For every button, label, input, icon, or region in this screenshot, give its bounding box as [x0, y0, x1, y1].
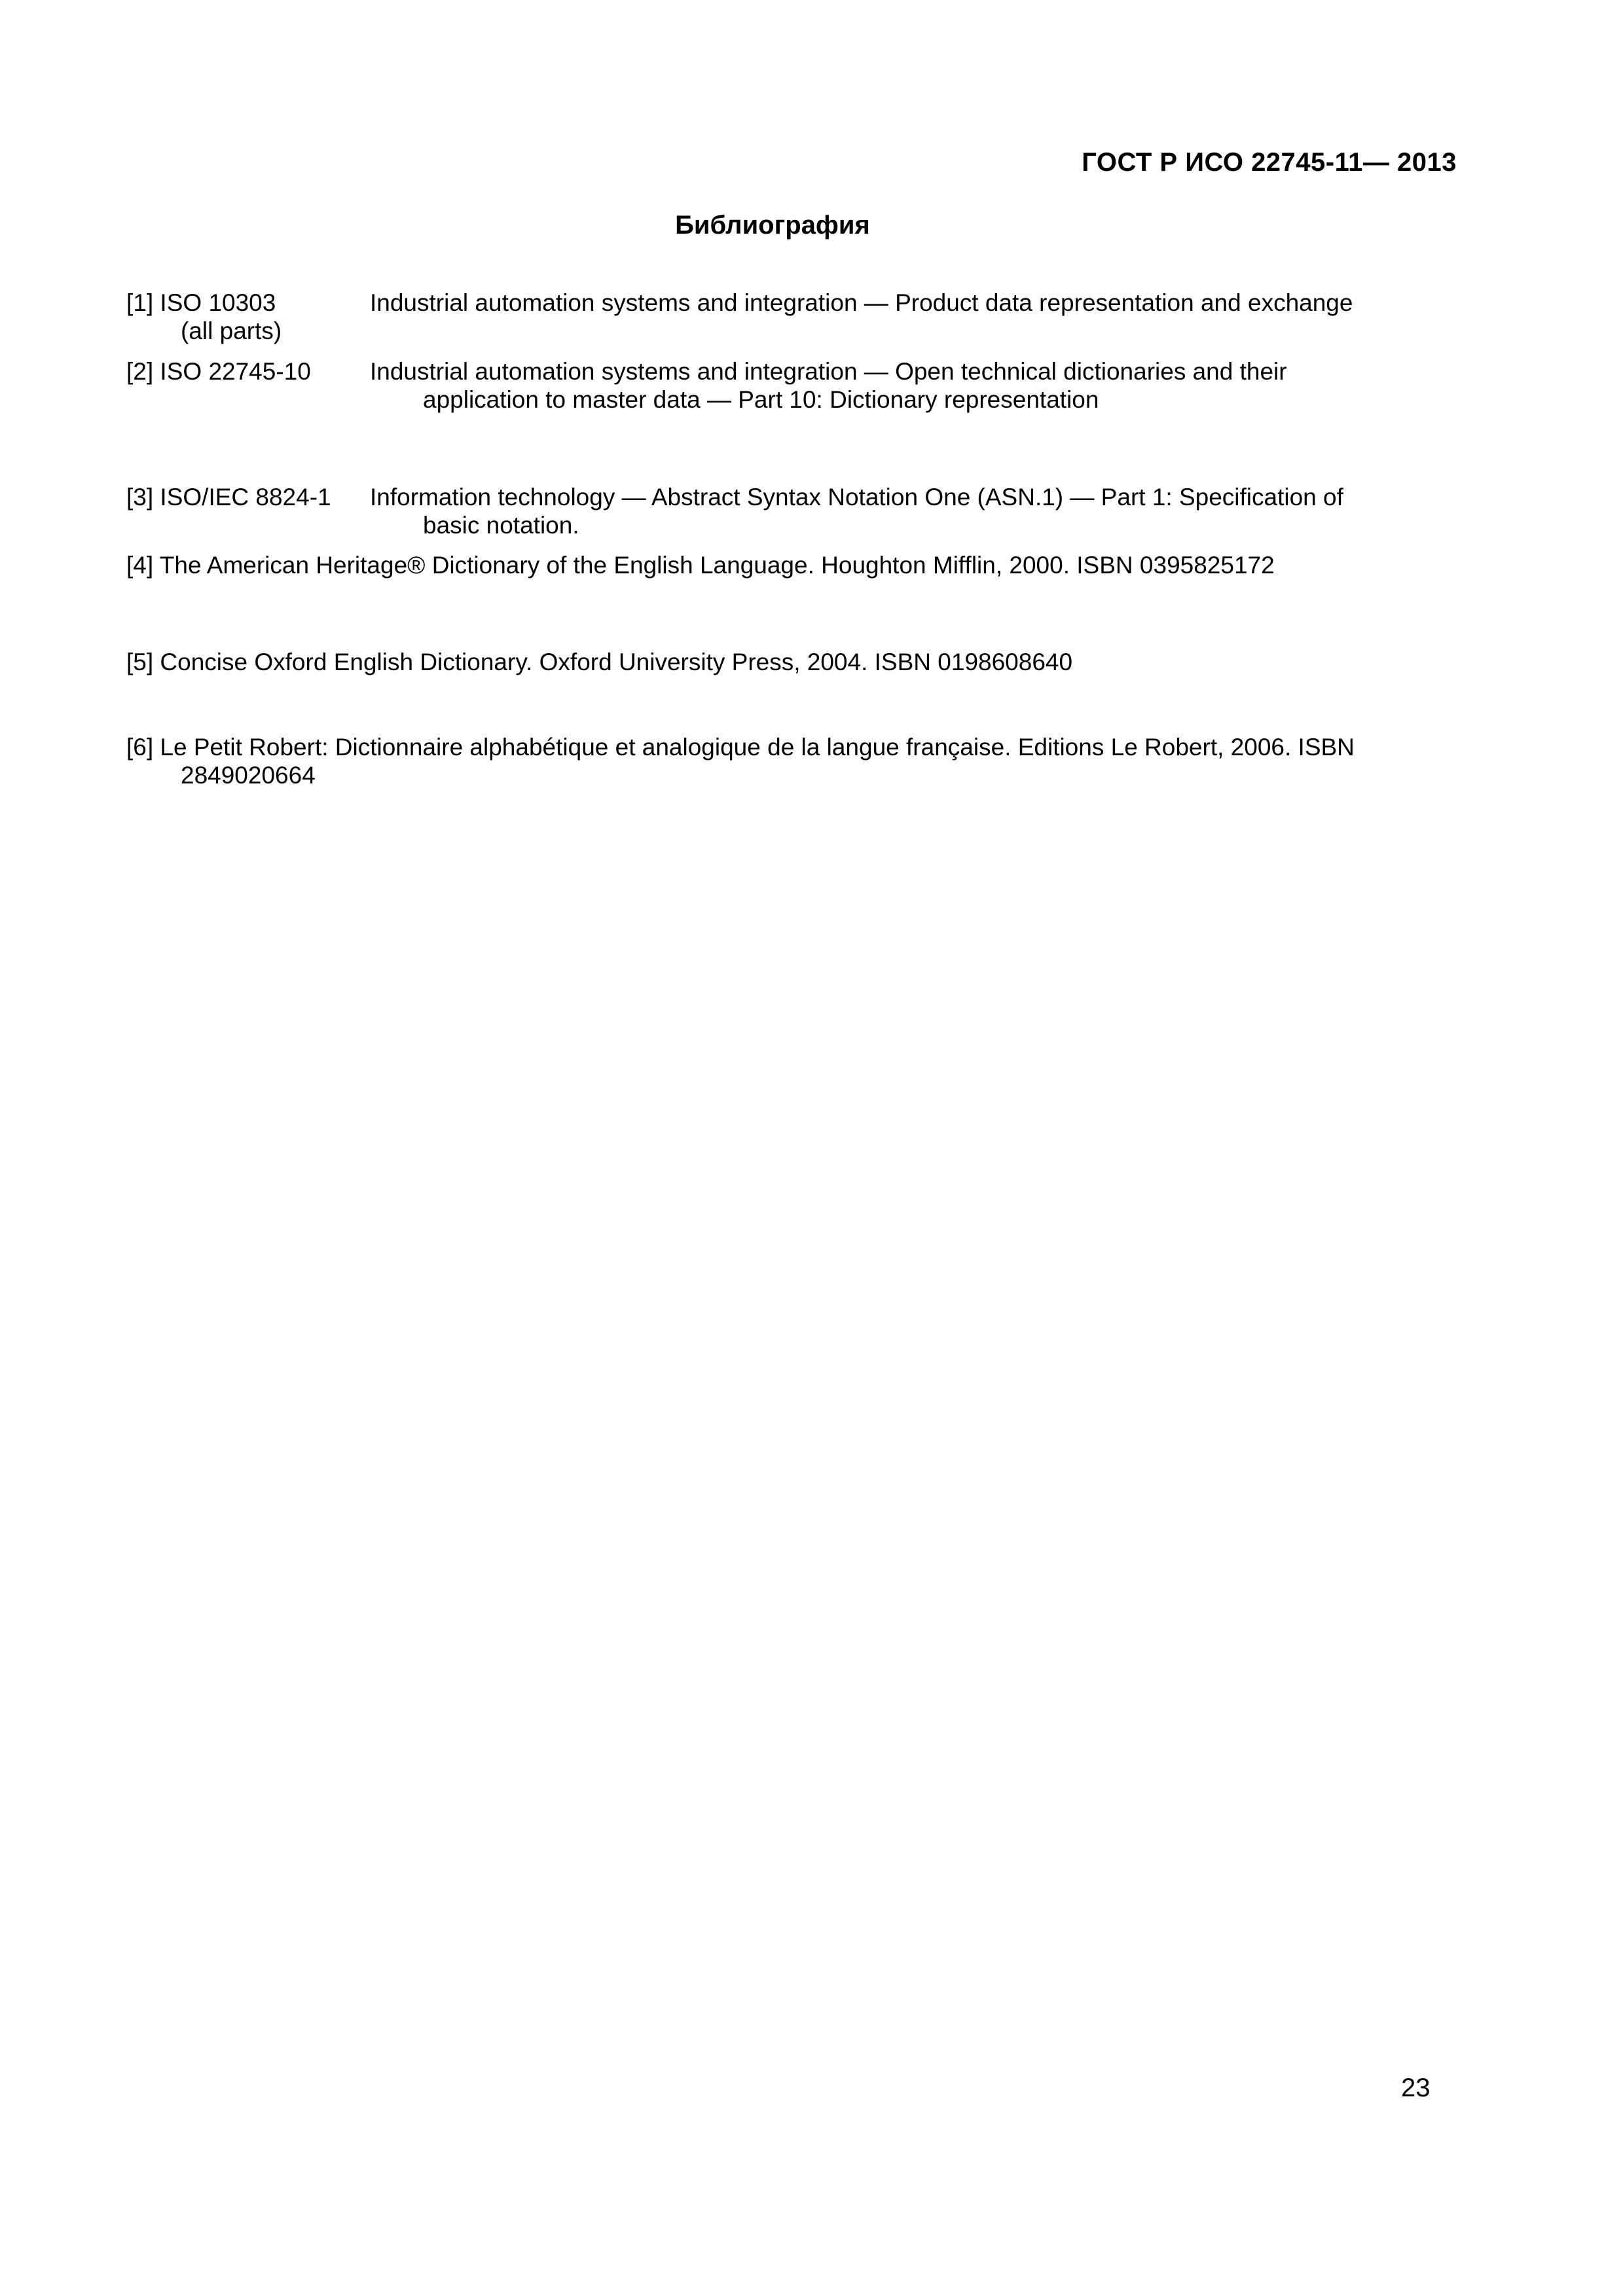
entry-number: [1]	[126, 289, 154, 316]
entry-title: Industrial automation systems and integration — Open technical dictionaries and their	[370, 358, 1287, 385]
entry-text: Concise Oxford English Dictionary. Oxford University Press, 2004. ISBN 0198608640	[160, 649, 1073, 675]
entry-number: [5]	[126, 649, 154, 675]
entry-number: [2]	[126, 358, 154, 385]
document-header: ГОСТ Р ИСО 22745-11— 2013	[1082, 148, 1457, 177]
bibliography-entry-4	[126, 551, 1436, 579]
bibliography-entry-6	[126, 733, 1436, 789]
entry-title-continuation: application to master data — Part 10: Dictionary representation	[423, 386, 1099, 413]
entry-code: ISO/IEC 8824-1	[160, 484, 331, 511]
entry-title-continuation: basic notation.	[423, 512, 579, 539]
page-number: 23	[1401, 2073, 1431, 2102]
entry-text: The American Heritage® Dictionary of the English Language. Houghton Mifflin, 2000. ISBN 0395825172	[159, 552, 1275, 579]
entry-number: [6]	[126, 734, 154, 761]
entry-title: Information technology — Abstract Syntax Notation One (ASN.1) — Part 1: Specification of	[370, 484, 1343, 511]
entry-text-continuation: 2849020664	[181, 762, 316, 789]
bibliography-entry-2	[126, 357, 1436, 414]
bibliography-entry-1	[126, 289, 1436, 345]
entry-text: Le Petit Robert: Dictionnaire alphabétique et analogique de la langue française. Editions Le Robert, 2006. ISBN	[160, 734, 1355, 761]
entry-code: ISO 10303	[160, 289, 276, 316]
entry-code-continuation: (all parts)	[181, 317, 282, 344]
entry-number: [3]	[126, 484, 154, 511]
bibliography-entry-3	[126, 483, 1436, 539]
bibliography-entry-5	[126, 648, 1436, 676]
entry-number: [4]	[126, 552, 154, 579]
entry-title: Industrial automation systems and integration — Product data representation and exchange	[370, 289, 1353, 316]
entry-code: ISO 22745-10	[160, 358, 311, 385]
bibliography-title: Библиография	[675, 211, 870, 240]
